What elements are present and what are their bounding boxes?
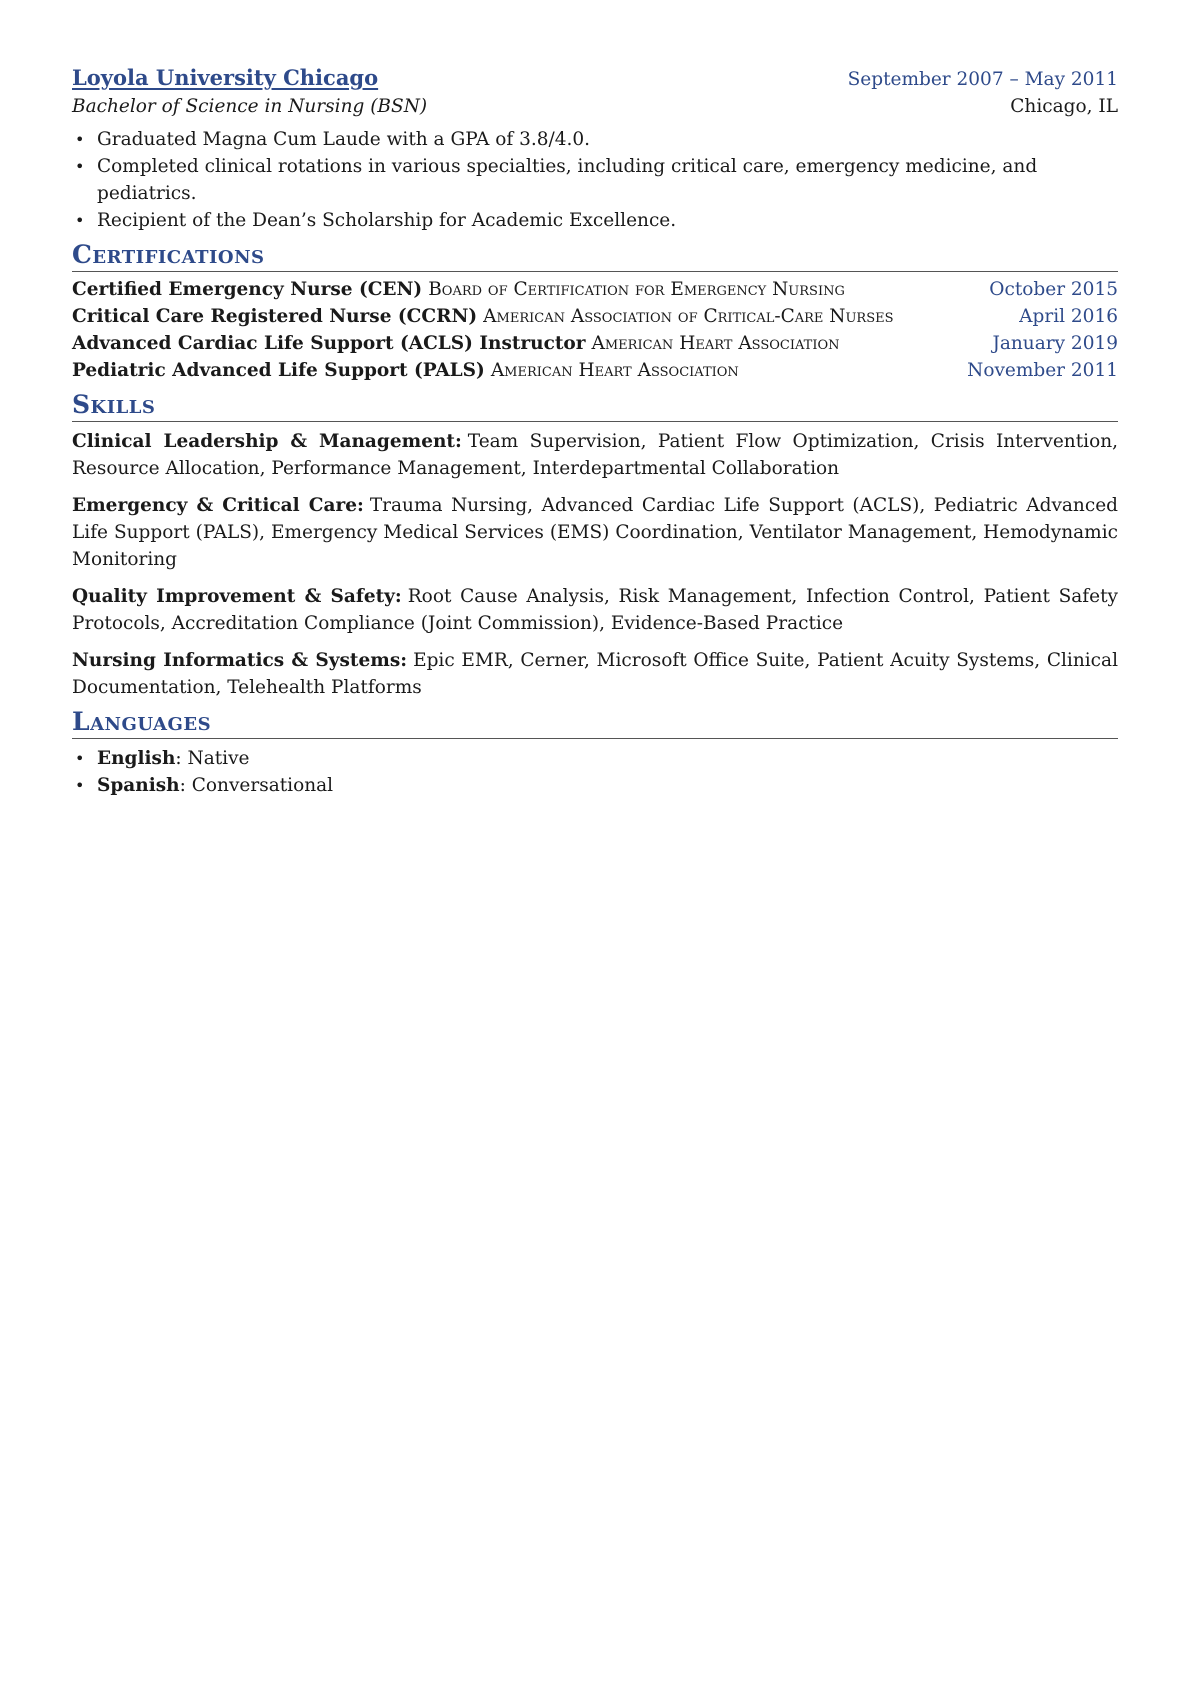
skill-group bbox=[72, 647, 1118, 701]
skill-category: Nursing Informatics & Systems: bbox=[72, 650, 408, 671]
list-item: • Completed clinical rotations in various specialties, including critical care, emergency medicine, and pediatrics. bbox=[72, 153, 1118, 207]
education-header bbox=[72, 64, 1118, 93]
list-item bbox=[72, 745, 1118, 772]
skill-group bbox=[72, 492, 1118, 573]
education-entry bbox=[72, 64, 1118, 234]
skill-category: Clinical Leadership & Management: bbox=[72, 431, 462, 452]
skill-category: Quality Improvement & Safety: bbox=[72, 586, 402, 607]
list-item: • Graduated Magna Cum Laude with a GPA of 3.8/4.0. bbox=[72, 126, 1118, 153]
certification-date: November 2011 bbox=[967, 360, 1118, 381]
skill-items: Team Supervision, Patient Flow Optimization, Crisis Intervention, Resource Allocation, Performance Management, Interdepartmental Collaboration bbox=[72, 431, 1118, 479]
certification-row bbox=[72, 357, 1118, 384]
school-name-link[interactable]: Loyola University Chicago bbox=[72, 65, 379, 90]
language-name: Spanish bbox=[97, 775, 180, 796]
certification-name: Certified Emergency Nurse (CEN) bbox=[72, 279, 423, 300]
certification-row bbox=[72, 276, 1118, 303]
certification-org: Board of Certification for Emergency Nursing bbox=[428, 279, 845, 300]
certification-name: Advanced Cardiac Life Support (ACLS) Instructor bbox=[72, 333, 586, 354]
certifications-list bbox=[72, 276, 1118, 384]
section-heading-languages: Languages bbox=[72, 707, 1118, 739]
skill-items: Trauma Nursing, Advanced Cardiac Life Support (ACLS), Pediatric Advanced Life Support (PALS), Emergency Medical Services (EMS) Coordination, Ventilator Management, Hemodynamic Monitoring bbox=[72, 495, 1118, 570]
degree: Bachelor of Science in Nursing (BSN) bbox=[72, 96, 428, 117]
languages-section bbox=[72, 707, 1118, 799]
skill-group bbox=[72, 428, 1118, 482]
certification-name: Critical Care Registered Nurse (CCRN) bbox=[72, 306, 478, 327]
certification-date: October 2015 bbox=[989, 279, 1118, 300]
certification-org: American Association of Critical-Care Nurses bbox=[483, 306, 894, 327]
language-name: English bbox=[97, 748, 176, 769]
certification-date: January 2019 bbox=[992, 333, 1118, 354]
skill-items: Epic EMR, Cerner, Microsoft Office Suite, Patient Acuity Systems, Clinical Documentation, Telehealth Platforms bbox=[72, 650, 1118, 698]
education-location: Chicago, IL bbox=[1010, 96, 1118, 117]
list-item: • Recipient of the Dean’s Scholarship for Academic Excellence. bbox=[72, 207, 1118, 234]
skills-section bbox=[72, 390, 1118, 701]
languages-list bbox=[72, 745, 1118, 799]
language-level: : Native bbox=[175, 748, 250, 769]
list-item bbox=[72, 772, 1118, 799]
certification-row bbox=[72, 303, 1118, 330]
skill-category: Emergency & Critical Care: bbox=[72, 495, 364, 516]
skills-list bbox=[72, 428, 1118, 701]
skill-items: Root Cause Analysis, Risk Management, Infection Control, Patient Safety Protocols, Accreditation Compliance (Joint Commission), Evidence-Based Practice bbox=[72, 586, 1118, 634]
certification-org: American Heart Association bbox=[490, 360, 739, 381]
education-dates: September 2007 – May 2011 bbox=[847, 69, 1118, 90]
education-bullets bbox=[72, 126, 1118, 234]
section-heading-skills: Skills bbox=[72, 390, 1118, 422]
certification-name: Pediatric Advanced Life Support (PALS) bbox=[72, 360, 485, 381]
skill-group bbox=[72, 583, 1118, 637]
language-level: : Conversational bbox=[179, 775, 334, 796]
certification-row bbox=[72, 330, 1118, 357]
certification-org: American Heart Association bbox=[591, 333, 840, 354]
section-heading-certifications: Certifications bbox=[72, 240, 1118, 272]
certification-date: April 2016 bbox=[1019, 306, 1118, 327]
resume-content bbox=[72, 64, 1118, 799]
education-subheader bbox=[72, 93, 1118, 120]
certifications-section bbox=[72, 240, 1118, 384]
